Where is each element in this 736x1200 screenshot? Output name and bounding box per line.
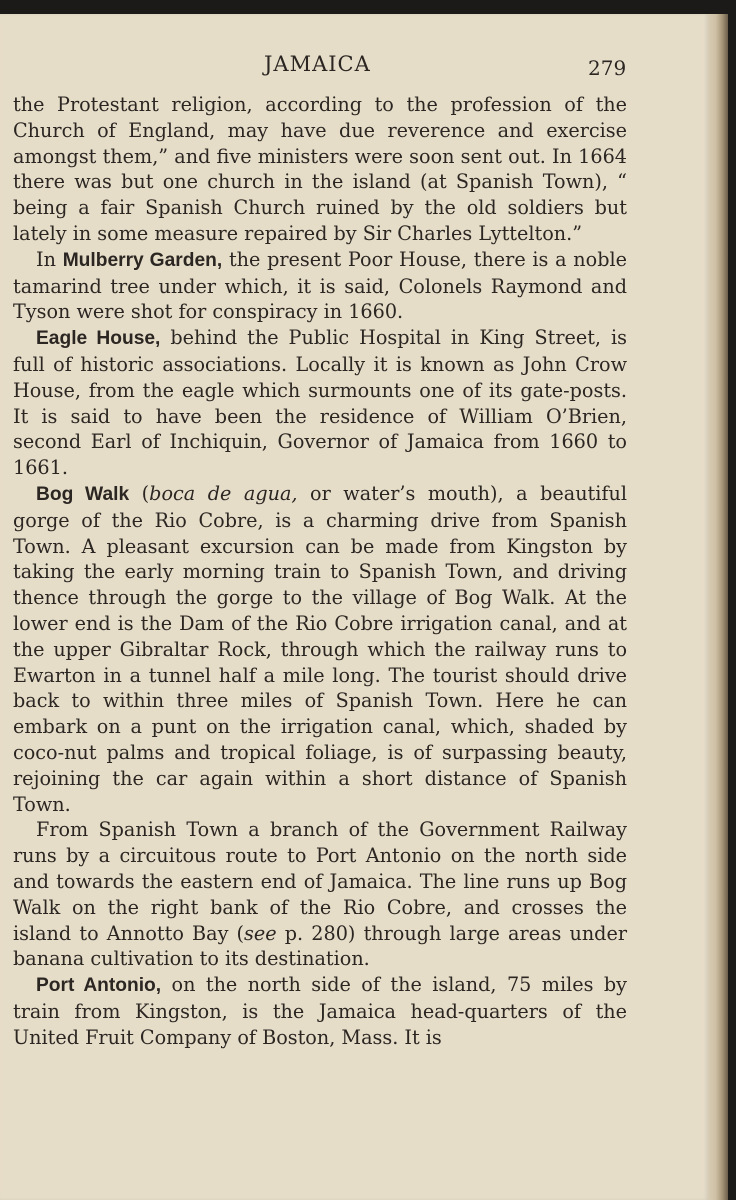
paragraph-bog-walk [13, 481, 627, 817]
paragraph-text: behind the Public Hospital in King Street, is full of historic associations. Locally it is known as John Crow House, from the eagle which surmounts one of its gate-posts. It is said to have been the residence of William O’Brien, second Earl of Inchiquin, Governor of Jamaica from 1660 to 1661. [13, 326, 627, 480]
paragraph-lead: In [36, 247, 63, 271]
paragraph-protestant-religion [13, 92, 627, 247]
paragraph-port-antonio [13, 972, 627, 1050]
paragraph-text: the Protestant religion, according to the profession of the Church of England, may have due reverence and exercise amongst them,” and five ministers were soon sent out. In 1664 there was but one church in the island (at Spanish Town), “ being a fair Spanish Church ruined by the old soldiers but lately in some measure repaired by Sir Charles Lyttelton.” [13, 93, 627, 245]
paragraph-text: From Spanish Town a branch of the Government Railway runs by a circuitous route to Port Antonio on the north side and towards the eastern end of Jamaica. The line runs up Bog Walk on the right bank of the Rio Cobre, and crosses the island to Annotto Bay ( [13, 818, 627, 945]
paren-open: ( [129, 481, 150, 505]
paragraph-railway [13, 817, 627, 972]
term-mulberry-garden: Mulberry Garden, [62, 249, 223, 271]
paragraph-text: or water’s mouth), a beautiful gorge of the Rio Cobre, is a charming drive from Spanish Town. A pleasant excursion can be made from Kingston by taking the early morning train to Spanish Town, and driving thence through the gorge to the village of Bog Walk. At the lower end is the Dam of the Rio Cobre irrigation canal, and at the upper Gibraltar Rock, through which the railway runs to Ewarton in a tunnel half a mile long. The tourist should drive back to within three miles of Spanish Town. Here he can embark on a punt on the irrigation canal, which, shaded by coco-nut palms and tropical foliage, is of surpassing beauty, rejoining the car again within a short distance of Spanish Town. [13, 481, 627, 816]
page-number: 279 [588, 56, 627, 80]
paragraph-text: p. 280) through large areas under banana cultivation to its destination. [13, 921, 627, 971]
term-eagle-house: Eagle House, [36, 328, 161, 350]
paragraph-text: on the north side of the island, 75 miles by train from Kingston, is the Jamaica head-quarters of the United Fruit Company of Boston, Mass. It is [13, 973, 627, 1049]
page-edge [708, 14, 728, 1200]
italic-see: see [244, 921, 277, 945]
term-bog-walk: Bog Walk [36, 483, 130, 505]
body-text [13, 92, 627, 1050]
running-head: JAMAICA [264, 52, 371, 76]
italic-boca-de-agua: boca de agua, [149, 481, 298, 505]
page-header [0, 52, 708, 82]
term-port-antonio: Port Antonio, [36, 975, 162, 997]
paragraph-text: the present Poor House, there is a noble tamarind tree under which, it is said, Colonels Raymond and Tyson were shot for conspiracy in 1660. [13, 247, 627, 324]
paragraph-eagle-house [13, 325, 627, 481]
paragraph-mulberry-garden [13, 247, 627, 325]
